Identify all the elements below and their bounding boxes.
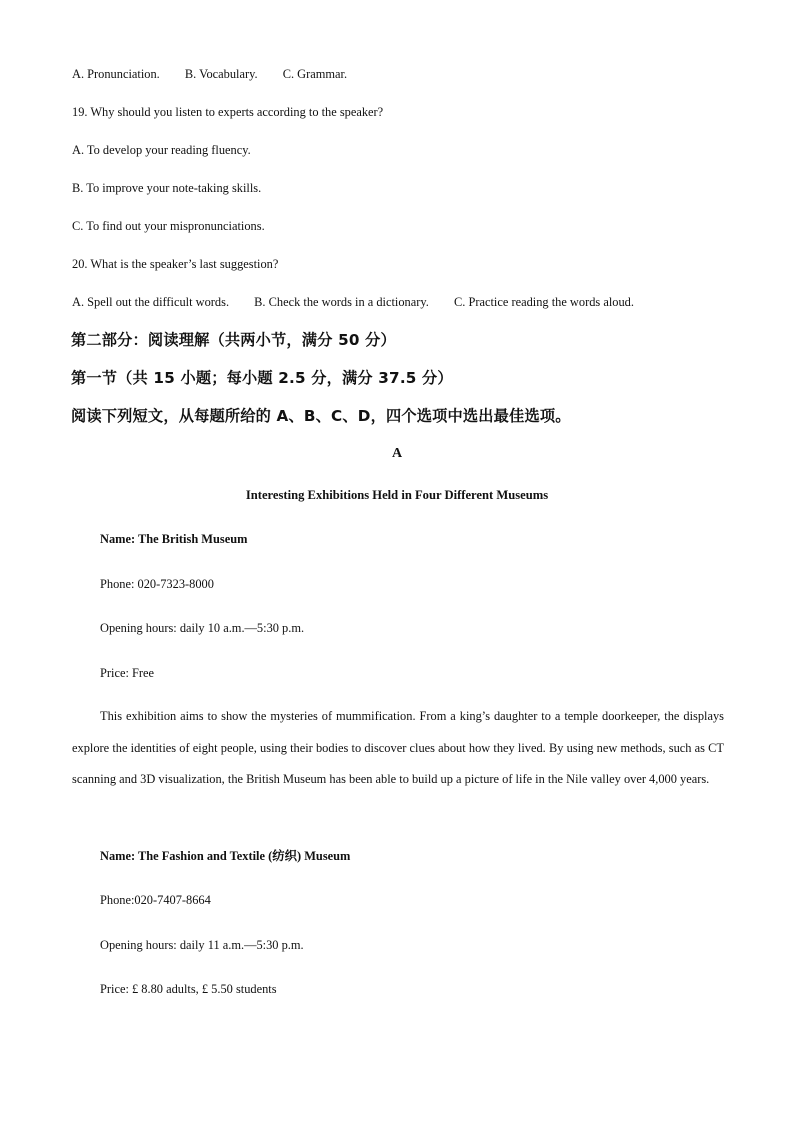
- q19-stem: 19. Why should you listen to experts according to the speaker?: [72, 105, 384, 119]
- q19-option-b: B. To improve your note-taking skills.: [72, 181, 262, 195]
- q20-options: [72, 294, 634, 310]
- passage-letter: A: [391, 446, 403, 461]
- q18-option-b: B. Vocabulary.: [184, 67, 258, 81]
- museum-1-name: Name: The British Museum: [100, 532, 248, 546]
- museum-2-name: Name: The Fashion and Textile (纺织) Museum: [100, 849, 351, 863]
- q18-option-c: C. Grammar.: [282, 67, 348, 81]
- q19-option-a: A. To develop your reading fluency.: [72, 143, 251, 157]
- museum-2-hours: Opening hours: daily 11 a.m.—5:30 p.m.: [100, 938, 304, 952]
- q18-options: [72, 66, 347, 82]
- instruction: 阅读下列短文，从每题所给的 A、B、C、D，四个选项中选出最佳选项。: [71, 407, 571, 425]
- q20-option-a: A. Spell out the difficult words.: [72, 295, 230, 309]
- q20-option-b: B. Check the words in a dictionary.: [254, 295, 429, 309]
- subsection-title: 第一节（共 15 小题；每小题 2.5 分，满分 37.5 分）: [71, 369, 453, 387]
- q20-option-c: C. Practice reading the words aloud.: [453, 295, 634, 309]
- q20-stem: 20. What is the speaker’s last suggestion?: [72, 257, 279, 271]
- passage-title: Interesting Exhibitions Held in Four Different Museums: [245, 488, 549, 502]
- museum-1-phone: Phone: 020-7323-8000: [100, 577, 214, 591]
- q19-option-c: C. To find out your mispronunciations.: [72, 219, 265, 233]
- museum-2-phone: Phone:020-7407-8664: [100, 893, 211, 907]
- museum-2-price: Price: £ 8.80 adults, £ 5.50 students: [100, 982, 277, 996]
- museum-1-description: This exhibition aims to show the mysteries of mummification. From a king’s daughter to a temple doorkeeper, the displays explore the identities of eight people, using their bodies to discover clues about how they lived. By using new methods, such as CT scanning and 3D visualization, the British Museum has been able to build up a picture of life in the Nile valley over 4,000 years.: [72, 709, 724, 786]
- museum-1-hours: Opening hours: daily 10 a.m.—5:30 p.m.: [100, 621, 305, 635]
- museum-1-price: Price: Free: [100, 666, 155, 680]
- part-title: 第二部分：阅读理解（共两小节，满分 50 分）: [71, 331, 396, 349]
- q18-option-a: A. Pronunciation.: [72, 67, 160, 81]
